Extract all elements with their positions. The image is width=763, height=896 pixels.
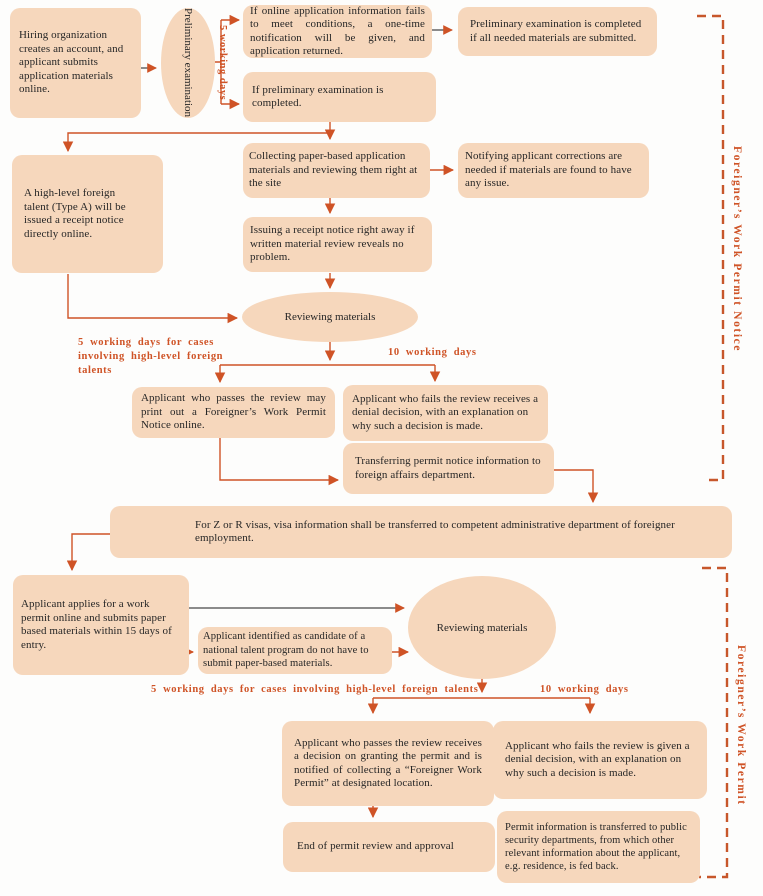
label-5-working-days-notice: 5 working days for cases involving high-level foreign talents — [78, 337, 224, 376]
box-collecting-paper-materials: Collecting paper-based application materials and reviewing them right at the site — [243, 143, 430, 198]
box-preliminary-examination-completed: If preliminary examination is completed. — [243, 72, 436, 122]
box-applicant-applies-work-permit: Applicant applies for a work permit online and submits paper based materials within 15 days of entry. — [13, 575, 189, 675]
box-issuing-receipt-notice: Issuing a receipt notice right away if written material review reveals no problem. — [243, 217, 432, 272]
box-z-r-visa-transfer: For Z or R visas, visa information shall be transferred to competent administrative department of foreigner employment. — [110, 506, 732, 558]
label-5-working-days-vertical: 5 working days — [217, 25, 228, 101]
bracket-label-work-permit-notice: Foreigner’s Work Permit Notice — [731, 145, 743, 353]
box-permit-info-public-security: Permit information is transferred to public security departments, from which other relevant information about the applicant, e.g. residence, is fed back. — [497, 811, 700, 883]
label-10-working-days-notice: 10 working days — [388, 347, 477, 358]
box-high-level-foreign-talent: A high-level foreign talent (Type A) will be issued a receipt notice directly online. — [12, 155, 163, 273]
box-national-talent-program: Applicant identified as candidate of a national talent program do not have to submit paper-based materials. — [198, 627, 392, 674]
ellipse-preliminary-examination: Preliminary examination — [161, 8, 215, 118]
box-fail-review-denial-notice: Applicant who fails the review receives a denial decision, with an explanation on why such a decision is made. — [343, 385, 548, 441]
box-preliminary-completed-materials-submitted: Preliminary examination is completed if all needed materials are submitted. — [458, 7, 657, 56]
ellipse-reviewing-materials-permit: Reviewing materials — [408, 576, 556, 679]
box-fail-review-denial-permit: Applicant who fails the review is given a denial decision, with an explanation on why such a decision is made. — [493, 721, 707, 799]
label-5-working-days-permit: 5 working days for cases involving high-level foreign talents — [151, 684, 479, 695]
box-online-application-fails: If online application information fails to meet conditions, a one-time notification will be given, and application returned. — [243, 5, 432, 58]
box-pass-review-print-notice: Applicant who passes the review may print out a Foreigner’s Work Permit Notice online. — [132, 387, 335, 438]
ellipse-reviewing-materials-notice: Reviewing materials — [242, 292, 418, 342]
box-pass-review-collect-permit: Applicant who passes the review receives a decision on granting the permit and is notified of collecting a “Foreigner Work Permit” at designated location. — [282, 721, 494, 806]
label-10-working-days-permit: 10 working days — [540, 684, 629, 695]
bracket-label-work-permit: Foreigner’s Work Permit — [735, 645, 747, 806]
box-notifying-corrections: Notifying applicant corrections are needed if materials are found to have any issue. — [458, 143, 649, 198]
box-hiring-organization: Hiring organization creates an account, and applicant submits application materials online. — [10, 8, 141, 118]
box-end-of-permit-review: End of permit review and approval — [283, 822, 495, 872]
box-transferring-permit-notice: Transferring permit notice information to foreign affairs department. — [343, 443, 554, 494]
